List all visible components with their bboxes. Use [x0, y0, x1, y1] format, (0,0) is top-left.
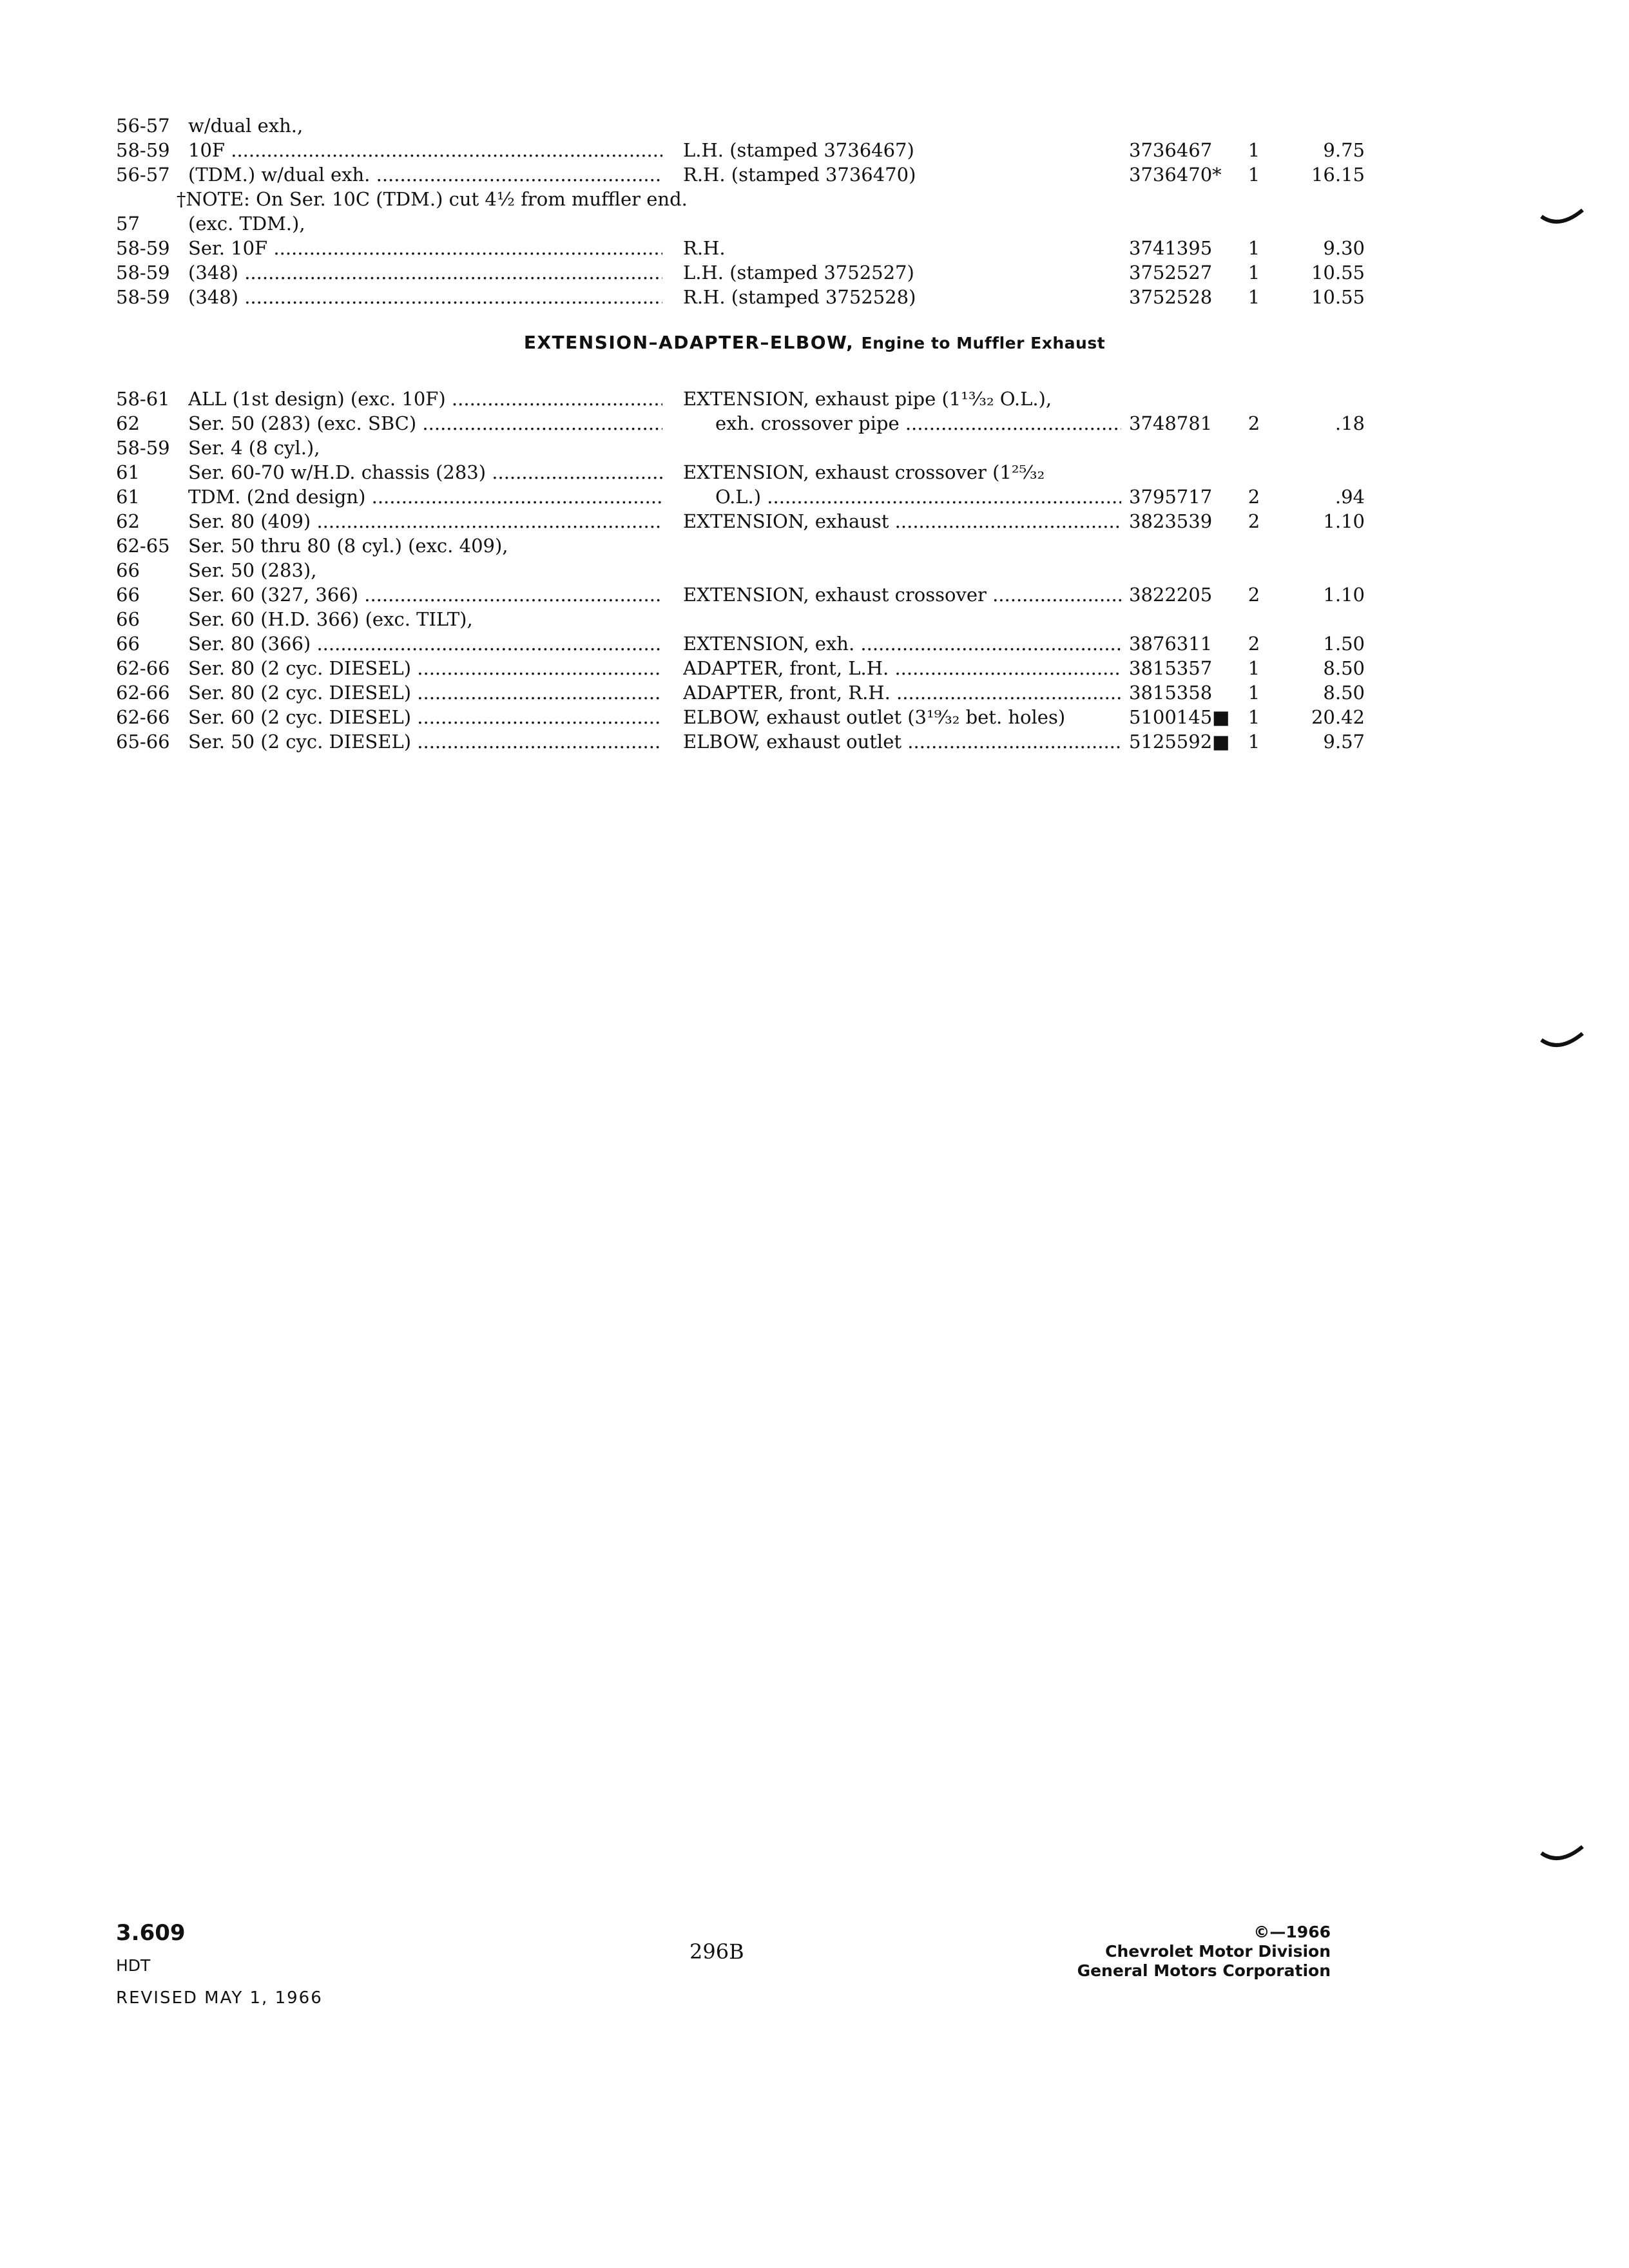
application: TDM. (2nd design) ..... [188, 485, 662, 509]
part-number: 3736470* [1129, 164, 1222, 186]
part-number: 3822205 [1129, 584, 1213, 606]
quantity: 2 [1248, 412, 1260, 434]
binder-mark [1540, 207, 1585, 227]
description: L.H. (stamped 3736467) [683, 139, 914, 161]
note-text: †NOTE: On Ser. 10C (TDM.) cut 4½ from muffler end. [177, 188, 688, 210]
parts-table-top [116, 113, 1365, 309]
application: w/dual exh., [188, 115, 304, 137]
table-row [116, 285, 1365, 309]
part-number: 5125592■ [1129, 731, 1230, 753]
model-year: 62-66 [116, 657, 170, 679]
model-year: 57 [116, 213, 140, 235]
price: 1.10 [1323, 510, 1365, 532]
description: EXTENSION, exhaust crossover ..... [683, 582, 1121, 607]
quantity: 2 [1248, 486, 1260, 508]
table-row [116, 582, 1365, 607]
table-row [116, 656, 1365, 680]
application: Ser. 60 (327, 366) ..... [188, 582, 662, 607]
corporation-name: General Motors Corporation [1077, 1961, 1331, 1980]
part-number: 3876311 [1129, 633, 1213, 655]
model-year: 66 [116, 633, 140, 655]
description: R.H. (stamped 3736470) [683, 164, 916, 186]
table-row [116, 162, 1365, 187]
model-year: 58-59 [116, 437, 170, 459]
application: Ser. 10F ..... [188, 236, 662, 260]
part-number: 3752528 [1129, 286, 1213, 308]
application: ALL (1st design) (exc. 10F) ..... [188, 387, 662, 411]
description: EXTENSION, exhaust crossover (1²⁵⁄₃₂ [683, 461, 1045, 483]
price: 8.50 [1323, 682, 1365, 704]
model-year: 62-66 [116, 706, 170, 728]
table-row [116, 533, 1263, 558]
description: O.L.) ..... [715, 485, 1121, 509]
model-year: 58-59 [116, 237, 170, 259]
model-year: 58-59 [116, 262, 170, 284]
price: 8.50 [1323, 657, 1365, 679]
application: 10F ..... [188, 138, 662, 162]
model-year: 66 [116, 608, 140, 630]
table-row [116, 236, 1365, 260]
description: ADAPTER, front, R.H. ..... [683, 680, 1121, 705]
model-year: 62-65 [116, 535, 170, 557]
application: Ser. 80 (366) ..... [188, 631, 662, 656]
application: Ser. 60-70 w/H.D. chassis (283) ..... [188, 460, 662, 485]
table-row [116, 460, 1263, 485]
section-number: 3.609 [116, 1920, 186, 1946]
section-heading [0, 332, 1629, 353]
application: Ser. 50 (2 cyc. DIESEL) ..... [188, 729, 662, 754]
part-number: 3815357 [1129, 657, 1213, 679]
price: 16.15 [1311, 164, 1365, 186]
price: 9.30 [1323, 237, 1365, 259]
model-year: 65-66 [116, 731, 170, 753]
description: ADAPTER, front, L.H. ..... [683, 656, 1121, 680]
catalog-code: HDT [116, 1956, 151, 1975]
application: Ser. 60 (H.D. 366) (exc. TILT), [188, 608, 473, 630]
quantity: 2 [1248, 633, 1260, 655]
application: (exc. TDM.), [188, 213, 305, 235]
part-number: 3741395 [1129, 237, 1213, 259]
copyright-year: ©—1966 [1253, 1923, 1331, 1941]
quantity: 1 [1248, 706, 1260, 728]
model-year: 58-61 [116, 388, 170, 410]
table-row [116, 436, 1263, 460]
quantity: 1 [1248, 682, 1260, 704]
application: Ser. 50 thru 80 (8 cyl.) (exc. 409), [188, 535, 508, 557]
quantity: 1 [1248, 731, 1260, 753]
quantity: 1 [1248, 164, 1260, 186]
binder-mark [1540, 1844, 1585, 1863]
model-year: 58-59 [116, 286, 170, 308]
table-row [116, 485, 1365, 509]
description: EXTENSION, exhaust ..... [683, 509, 1121, 533]
application: Ser. 4 (8 cyl.), [188, 437, 320, 459]
part-number: 3795717 [1129, 486, 1213, 508]
application: (348) ..... [188, 260, 662, 285]
table-row [116, 705, 1365, 729]
quantity: 1 [1248, 139, 1260, 161]
price: .18 [1335, 412, 1365, 434]
model-year: 62 [116, 510, 140, 532]
heading-title: EXTENSION–ADAPTER–ELBOW, [523, 332, 854, 353]
table-row [116, 387, 1263, 411]
part-number: 3736467 [1129, 139, 1213, 161]
application: Ser. 60 (2 cyc. DIESEL) ..... [188, 705, 662, 729]
application: Ser. 50 (283), [188, 559, 317, 581]
quantity: 1 [1248, 286, 1260, 308]
model-year: 62-66 [116, 682, 170, 704]
table-row [116, 680, 1365, 705]
part-number: 3748781 [1129, 412, 1213, 434]
table-row [116, 729, 1365, 754]
application: Ser. 80 (2 cyc. DIESEL) ..... [188, 680, 662, 705]
model-year: 56-57 [116, 164, 170, 186]
division-name: Chevrolet Motor Division [1105, 1942, 1331, 1961]
table-row [116, 509, 1365, 533]
description: exh. crossover pipe ..... [715, 411, 1121, 436]
price: 10.55 [1311, 262, 1365, 284]
parts-table-extension [116, 387, 1365, 754]
table-row [116, 631, 1365, 656]
binder-mark [1540, 1031, 1585, 1050]
table-row [116, 260, 1365, 285]
table-row [116, 113, 1263, 138]
description: ELBOW, exhaust outlet ..... [683, 729, 1121, 754]
model-year: 66 [116, 559, 140, 581]
model-year: 56-57 [116, 115, 170, 137]
table-note [116, 187, 1263, 211]
description: EXTENSION, exh. ..... [683, 631, 1121, 656]
application: (348) ..... [188, 285, 662, 309]
quantity: 1 [1248, 657, 1260, 679]
part-number: 3823539 [1129, 510, 1213, 532]
revision-date: REVISED MAY 1, 1966 [116, 1988, 323, 2008]
model-year: 66 [116, 584, 140, 606]
description: L.H. (stamped 3752527) [683, 262, 914, 284]
price: 10.55 [1311, 286, 1365, 308]
description: R.H. (stamped 3752528) [683, 286, 916, 308]
description: R.H. [683, 237, 726, 259]
quantity: 2 [1248, 510, 1260, 532]
application: Ser. 50 (283) (exc. SBC) ..... [188, 411, 662, 436]
price: 9.57 [1323, 731, 1365, 753]
page-number: 296B [689, 1939, 744, 1964]
part-number: 3752527 [1129, 262, 1213, 284]
quantity: 2 [1248, 584, 1260, 606]
model-year: 58-59 [116, 139, 170, 161]
table-row [116, 607, 1263, 631]
price: 1.50 [1323, 633, 1365, 655]
table-row [116, 558, 1263, 582]
price: 9.75 [1323, 139, 1365, 161]
description: ELBOW, exhaust outlet (3¹⁹⁄₃₂ bet. holes) [683, 706, 1066, 728]
part-number: 5100145■ [1129, 706, 1230, 728]
application: Ser. 80 (2 cyc. DIESEL) ..... [188, 656, 662, 680]
price: .94 [1335, 486, 1365, 508]
quantity: 1 [1248, 237, 1260, 259]
quantity: 1 [1248, 262, 1260, 284]
model-year: 61 [116, 486, 140, 508]
price: 1.10 [1323, 584, 1365, 606]
table-row [116, 411, 1365, 436]
description: EXTENSION, exhaust pipe (1¹³⁄₃₂ O.L.), [683, 388, 1052, 410]
application: Ser. 80 (409) ..... [188, 509, 662, 533]
application: (TDM.) w/dual exh. ..... [188, 162, 662, 187]
part-number: 3815358 [1129, 682, 1213, 704]
heading-subtitle: Engine to Muffler Exhaust [861, 334, 1106, 352]
table-row [116, 211, 1263, 236]
table-row [116, 138, 1365, 162]
model-year: 62 [116, 412, 140, 434]
price: 20.42 [1311, 706, 1365, 728]
model-year: 61 [116, 461, 140, 483]
